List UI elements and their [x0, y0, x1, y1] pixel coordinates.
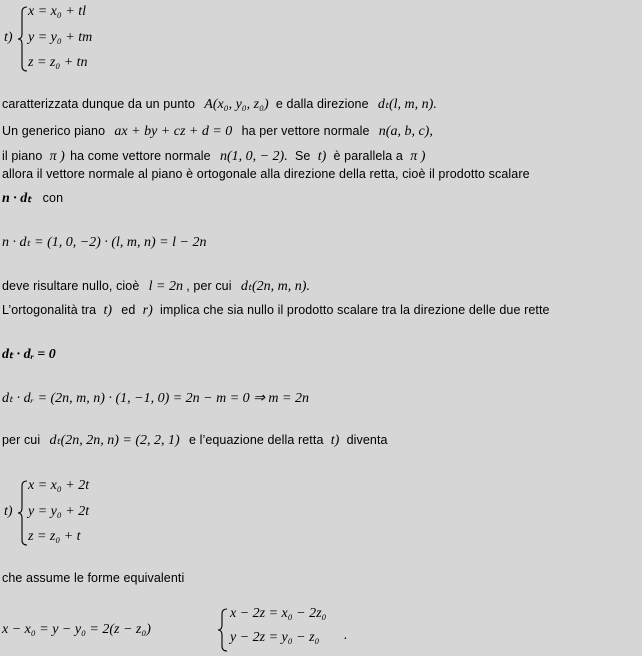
left-brace	[18, 480, 28, 546]
final-form-chain: x − x₀ = y − y₀ = 2(z − z₀)	[2, 622, 151, 637]
point-expression: A(x₀, y₀, z₀)	[204, 97, 269, 112]
text: deve risultare nullo, cioè	[2, 279, 140, 293]
paragraph-plane	[2, 123, 433, 140]
paragraph-null	[2, 278, 310, 295]
system-line-t	[4, 4, 124, 74]
system-eq-y: y = y₀ + tm	[28, 30, 93, 45]
system-label: t)	[4, 504, 13, 519]
text: Un generico piano	[2, 124, 106, 138]
paragraph-equivalent-forms: che assume le forme equivalenti	[2, 571, 185, 585]
paragraph-piano-pi	[2, 148, 425, 165]
text: ha per vettore normale	[241, 124, 370, 138]
plane-equation: ax + by + cz + d = 0	[114, 124, 233, 139]
paragraph-per-cui	[2, 432, 388, 449]
left-brace	[18, 6, 28, 72]
final-system-eq1: x − 2z = x₀ − 2z₀	[230, 606, 327, 621]
system-line-t-final	[4, 478, 124, 548]
text: è parallela a	[333, 149, 403, 163]
equation-scalar-product: n · dₜ = (1, 0, −2) · (l, m, n) = l − 2n	[2, 235, 207, 250]
final-system-eq2: y − 2z = y₀ − z₀	[230, 630, 320, 645]
line-t: t)	[317, 149, 327, 164]
line-t: t)	[330, 433, 340, 448]
final-period: .	[344, 628, 348, 643]
paragraph-orthogonality	[2, 302, 550, 319]
normal-vector: n(1, 0, − 2).	[219, 149, 288, 164]
plane-pi: π )	[49, 149, 65, 164]
paragraph-scalar	[2, 190, 63, 207]
line-r: r)	[142, 303, 153, 318]
system-eq-z: z = z₀ + tn	[28, 55, 88, 70]
equation-dt-dr-zero: dₜ · dᵣ = 0	[2, 347, 56, 362]
text: il piano	[2, 149, 43, 163]
text: L’ortogonalità tra	[2, 303, 97, 317]
text: diventa	[346, 433, 388, 447]
text: caratterizzata dunque da un punto	[2, 97, 196, 111]
system-eq-x: x = x₀ + 2t	[28, 478, 90, 493]
line-t: t)	[103, 303, 113, 318]
scalar-product: n · dₜ	[2, 191, 32, 206]
paragraph-point-direction	[2, 96, 437, 113]
equation-dt-dr-expanded: dₜ · dᵣ = (2n, m, n) · (1, −1, 0) = 2n − m = 0 ⇒ m = 2n	[2, 391, 309, 406]
final-system	[218, 606, 368, 654]
text: Se	[294, 149, 311, 163]
paragraph-ortho: allora il vettore normale al piano è ortogonale alla direzione della retta, cioè il prodotto scalare	[2, 167, 530, 181]
text: implica che sia nullo il prodotto scalare tra la direzione delle due rette	[160, 303, 550, 317]
direction-vector: dₜ(2n, m, n).	[240, 279, 310, 294]
text: per cui	[2, 433, 41, 447]
normal-vector: n(a, b, c),	[378, 124, 433, 139]
direction-vector: dₜ(l, m, n).	[377, 97, 437, 112]
text: e l’equazione della retta	[188, 433, 324, 447]
plane-pi: π )	[410, 149, 426, 164]
system-eq-y: y = y₀ + 2t	[28, 504, 90, 519]
condition: l = 2n	[148, 279, 183, 294]
text: , per cui	[186, 279, 232, 293]
text: con	[42, 191, 64, 205]
system-eq-z: z = z₀ + t	[28, 529, 81, 544]
system-eq-x: x = x₀ + tl	[28, 4, 86, 19]
text: ha come vettore normale	[70, 149, 211, 163]
left-brace	[218, 608, 228, 652]
direction-result: dₜ(2n, 2n, n) = (2, 2, 1)	[49, 433, 180, 448]
system-label: t)	[4, 30, 13, 45]
text: e dalla direzione	[275, 97, 369, 111]
text: ed	[121, 303, 136, 317]
